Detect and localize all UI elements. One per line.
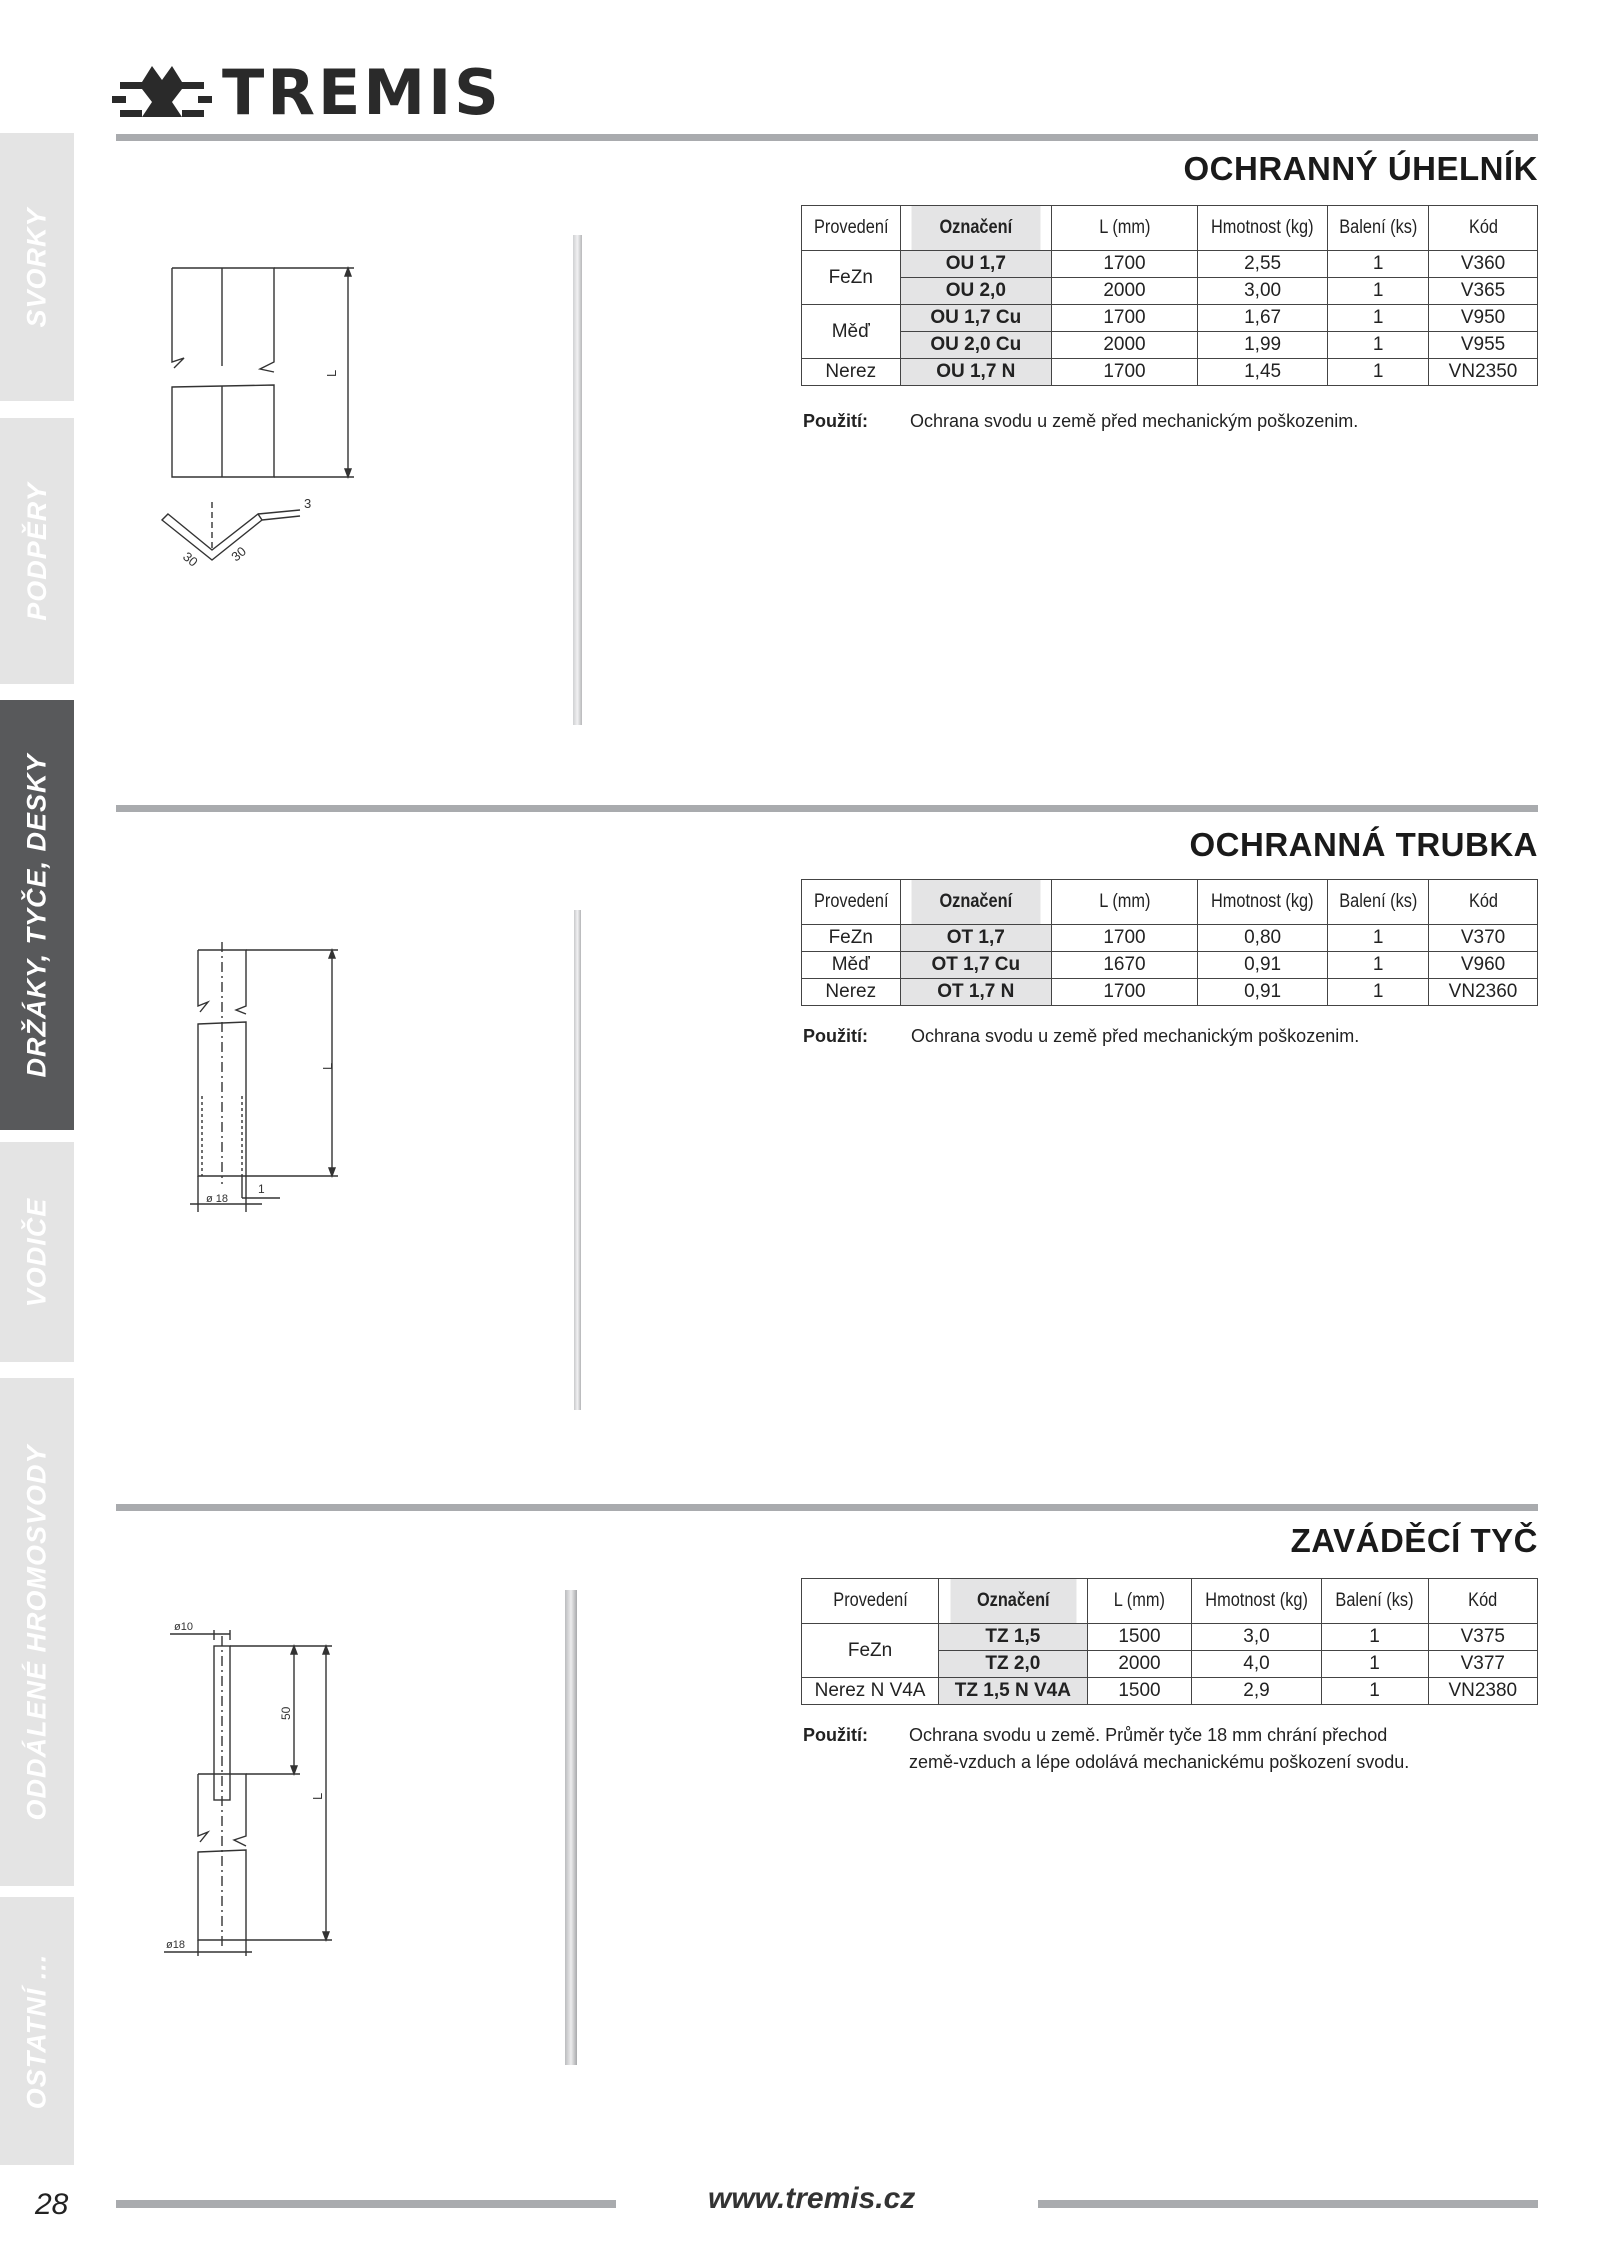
- cell-oznaceni: OU 2,0: [900, 278, 1052, 305]
- cell-weight: 4,0: [1192, 1651, 1321, 1678]
- col-header: L (mm): [1062, 880, 1187, 925]
- cell-weight: 1,45: [1197, 359, 1328, 386]
- col-header: Označení: [911, 880, 1041, 925]
- cell-length: 1500: [1087, 1678, 1192, 1705]
- cell-oznaceni: OT 1,7 Cu: [900, 952, 1052, 979]
- cell-length: 1700: [1052, 359, 1198, 386]
- cell-provedeni: FeZn: [802, 1624, 939, 1678]
- col-header: Provedení: [811, 1579, 929, 1624]
- col-header: Označení: [911, 206, 1041, 251]
- cell-pack: 1: [1328, 359, 1429, 386]
- dim-l-label: L: [320, 1062, 335, 1070]
- cell-weight: 3,00: [1197, 278, 1328, 305]
- col-header: Hmotnost (kg): [1206, 206, 1318, 251]
- cell-weight: 3,0: [1192, 1624, 1321, 1651]
- col-header: Provedení: [808, 206, 893, 251]
- col-header: Balení (ks): [1335, 206, 1422, 251]
- cell-oznaceni: OU 2,0 Cu: [900, 332, 1052, 359]
- rod-drawing: [160, 1620, 360, 1960]
- side-tab-label: OSTATNÍ ...: [21, 1953, 52, 2109]
- dim-l-label: L: [310, 1792, 325, 1800]
- col-header: Hmotnost (kg): [1206, 880, 1318, 925]
- spec-table: [801, 879, 1538, 1006]
- table-row: [802, 1624, 1538, 1651]
- section-title: OCHRANNÁ TRUBKA: [1189, 826, 1538, 863]
- angle-product-photo: [573, 235, 582, 725]
- cell-length: 1700: [1052, 979, 1198, 1006]
- cell-pack: 1: [1328, 925, 1429, 952]
- cell-weight: 2,55: [1197, 251, 1328, 278]
- table-header-row: [802, 880, 1538, 925]
- table-row: [802, 251, 1538, 278]
- usage-label: Použití:: [803, 1026, 868, 1046]
- cell-oznaceni: TZ 2,0: [939, 1651, 1088, 1678]
- footer-url[interactable]: www.tremis.cz: [708, 2182, 916, 2215]
- cell-code: V960: [1429, 952, 1538, 979]
- cell-weight: 0,80: [1197, 925, 1328, 952]
- cell-code: V950: [1429, 305, 1538, 332]
- table-row: [802, 979, 1538, 1006]
- cell-oznaceni: OU 1,7 N: [900, 359, 1052, 386]
- cell-length: 1700: [1052, 305, 1198, 332]
- col-header: Balení (ks): [1329, 1579, 1421, 1624]
- cell-provedeni: Nerez N V4A: [802, 1678, 939, 1705]
- dim-wall-label: 1: [258, 1182, 265, 1196]
- cell-pack: 1: [1328, 278, 1429, 305]
- footer-rule-left: [116, 2200, 616, 2208]
- cell-oznaceni: OT 1,7 N: [900, 979, 1052, 1006]
- usage-label: Použití:: [803, 1725, 868, 1745]
- brand-name: TREMIS: [222, 56, 502, 129]
- cell-weight: 1,99: [1197, 332, 1328, 359]
- tube-drawing: [180, 940, 360, 1220]
- col-header: Hmotnost (kg): [1201, 1579, 1312, 1624]
- side-tab-svorky[interactable]: [0, 133, 74, 401]
- cell-length: 1500: [1087, 1624, 1192, 1651]
- footer-rule-right: [1038, 2200, 1538, 2208]
- side-tab-label: PODPĚRY: [21, 481, 52, 621]
- usage-text: Ochrana svodu u země před mechanickým poškozenim.: [910, 411, 1359, 431]
- table-row: [802, 278, 1538, 305]
- col-header: Provedení: [808, 880, 893, 925]
- side-tab-label: DRŽÁKY, TYČE, DESKY: [21, 752, 52, 1078]
- dim-bottom-label: ø18: [166, 1939, 185, 1951]
- col-header: Kód: [1436, 880, 1530, 925]
- table-row: [802, 952, 1538, 979]
- cell-code: VN2350: [1429, 359, 1538, 386]
- cell-weight: 0,91: [1197, 979, 1328, 1006]
- cell-oznaceni: OT 1,7: [900, 925, 1052, 952]
- dim-l-label: L: [324, 369, 339, 377]
- cell-provedeni: Měď: [802, 952, 901, 979]
- tube-product-photo: [574, 910, 581, 1410]
- side-tab-oddalene[interactable]: [0, 1378, 74, 1886]
- cell-pack: 1: [1321, 1651, 1428, 1678]
- usage-text-line: Ochrana svodu u země. Průměr tyče 18 mm chrání přechod: [909, 1725, 1388, 1745]
- col-header: L (mm): [1062, 206, 1187, 251]
- section-rule: [116, 1504, 1538, 1511]
- side-tab-podpery[interactable]: [0, 418, 74, 684]
- usage-label: Použití:: [803, 411, 868, 431]
- cell-length: 1700: [1052, 925, 1198, 952]
- col-header: Balení (ks): [1335, 880, 1422, 925]
- cell-weight: 1,67: [1197, 305, 1328, 332]
- cell-length: 2000: [1052, 278, 1198, 305]
- spec-table: [801, 205, 1538, 386]
- side-tab-vodice[interactable]: [0, 1142, 74, 1362]
- col-header: L (mm): [1094, 1579, 1184, 1624]
- table-header-row: [802, 206, 1538, 251]
- table-row: [802, 305, 1538, 332]
- cell-code: V375: [1428, 1624, 1537, 1651]
- table-row: [802, 925, 1538, 952]
- dim-a-label: 30: [180, 548, 201, 570]
- cell-oznaceni: OU 1,7 Cu: [900, 305, 1052, 332]
- dim-diameter-label: ø 18: [206, 1193, 229, 1205]
- cell-weight: 0,91: [1197, 952, 1328, 979]
- col-header: Kód: [1436, 1579, 1530, 1624]
- section-title: ZAVÁDĚCÍ TYČ: [1290, 1522, 1538, 1559]
- col-header: Označení: [949, 1579, 1077, 1624]
- usage-note: [803, 1023, 1359, 1050]
- usage-note: [803, 1722, 1409, 1776]
- cell-length: 2000: [1052, 332, 1198, 359]
- dim-50-label: 50: [279, 1706, 293, 1720]
- cell-length: 2000: [1087, 1651, 1192, 1678]
- usage-note: [803, 408, 1358, 435]
- cell-pack: 1: [1328, 952, 1429, 979]
- table-row: [802, 1678, 1538, 1705]
- cell-provedeni: FeZn: [802, 925, 901, 952]
- side-tab-label: ODDÁLENÉ HROMOSVODY: [21, 1443, 52, 1821]
- cell-pack: 1: [1321, 1624, 1428, 1651]
- table-row: [802, 359, 1538, 386]
- dim-top-label: ø10: [174, 1621, 193, 1633]
- table-row: [802, 332, 1538, 359]
- cell-code: V370: [1429, 925, 1538, 952]
- side-tab-drzaky[interactable]: [0, 700, 74, 1130]
- table-header-row: [802, 1579, 1538, 1624]
- header-rule: [116, 134, 1538, 141]
- cell-code: V955: [1429, 332, 1538, 359]
- cell-oznaceni: TZ 1,5 N V4A: [939, 1678, 1088, 1705]
- spec-table: [801, 1578, 1538, 1705]
- cell-pack: 1: [1328, 305, 1429, 332]
- usage-text: Ochrana svodu u země před mechanickým poškozenim.: [911, 1026, 1360, 1046]
- dim-b-label: 30: [228, 543, 250, 565]
- cell-code: V360: [1429, 251, 1538, 278]
- cell-oznaceni: OU 1,7: [900, 251, 1052, 278]
- cell-provedeni: Nerez: [802, 979, 901, 1006]
- col-header: Kód: [1436, 206, 1530, 251]
- brand-logo: [112, 56, 502, 129]
- tremis-logo-icon: [112, 62, 212, 124]
- cell-oznaceni: TZ 1,5: [939, 1624, 1088, 1651]
- cell-pack: 1: [1328, 332, 1429, 359]
- cell-code: VN2360: [1429, 979, 1538, 1006]
- cell-length: 1670: [1052, 952, 1198, 979]
- side-tab-label: SVORKY: [21, 206, 52, 328]
- side-tab-label: VODIČE: [21, 1197, 52, 1307]
- angle-drawing: [140, 262, 380, 582]
- cell-weight: 2,9: [1192, 1678, 1321, 1705]
- cell-pack: 1: [1321, 1678, 1428, 1705]
- cell-length: 1700: [1052, 251, 1198, 278]
- cell-pack: 1: [1328, 251, 1429, 278]
- cell-provedeni: FeZn: [802, 251, 901, 305]
- usage-text-line: země-vzduch a lépe odolává mechanickému poškození svodu.: [909, 1752, 1410, 1772]
- cell-pack: 1: [1328, 979, 1429, 1006]
- side-tab-ostatni[interactable]: [0, 1897, 74, 2165]
- rod-product-photo: [565, 1590, 577, 2065]
- cell-code: V377: [1428, 1651, 1537, 1678]
- section-rule: [116, 805, 1538, 812]
- section-title: OCHRANNÝ ÚHELNÍK: [1183, 150, 1538, 187]
- cell-provedeni: Měď: [802, 305, 901, 359]
- page-number: 28: [35, 2188, 69, 2221]
- cell-provedeni: Nerez: [802, 359, 901, 386]
- cell-code: V365: [1429, 278, 1538, 305]
- dim-thickness-label: 3: [304, 496, 312, 511]
- cell-code: VN2380: [1428, 1678, 1537, 1705]
